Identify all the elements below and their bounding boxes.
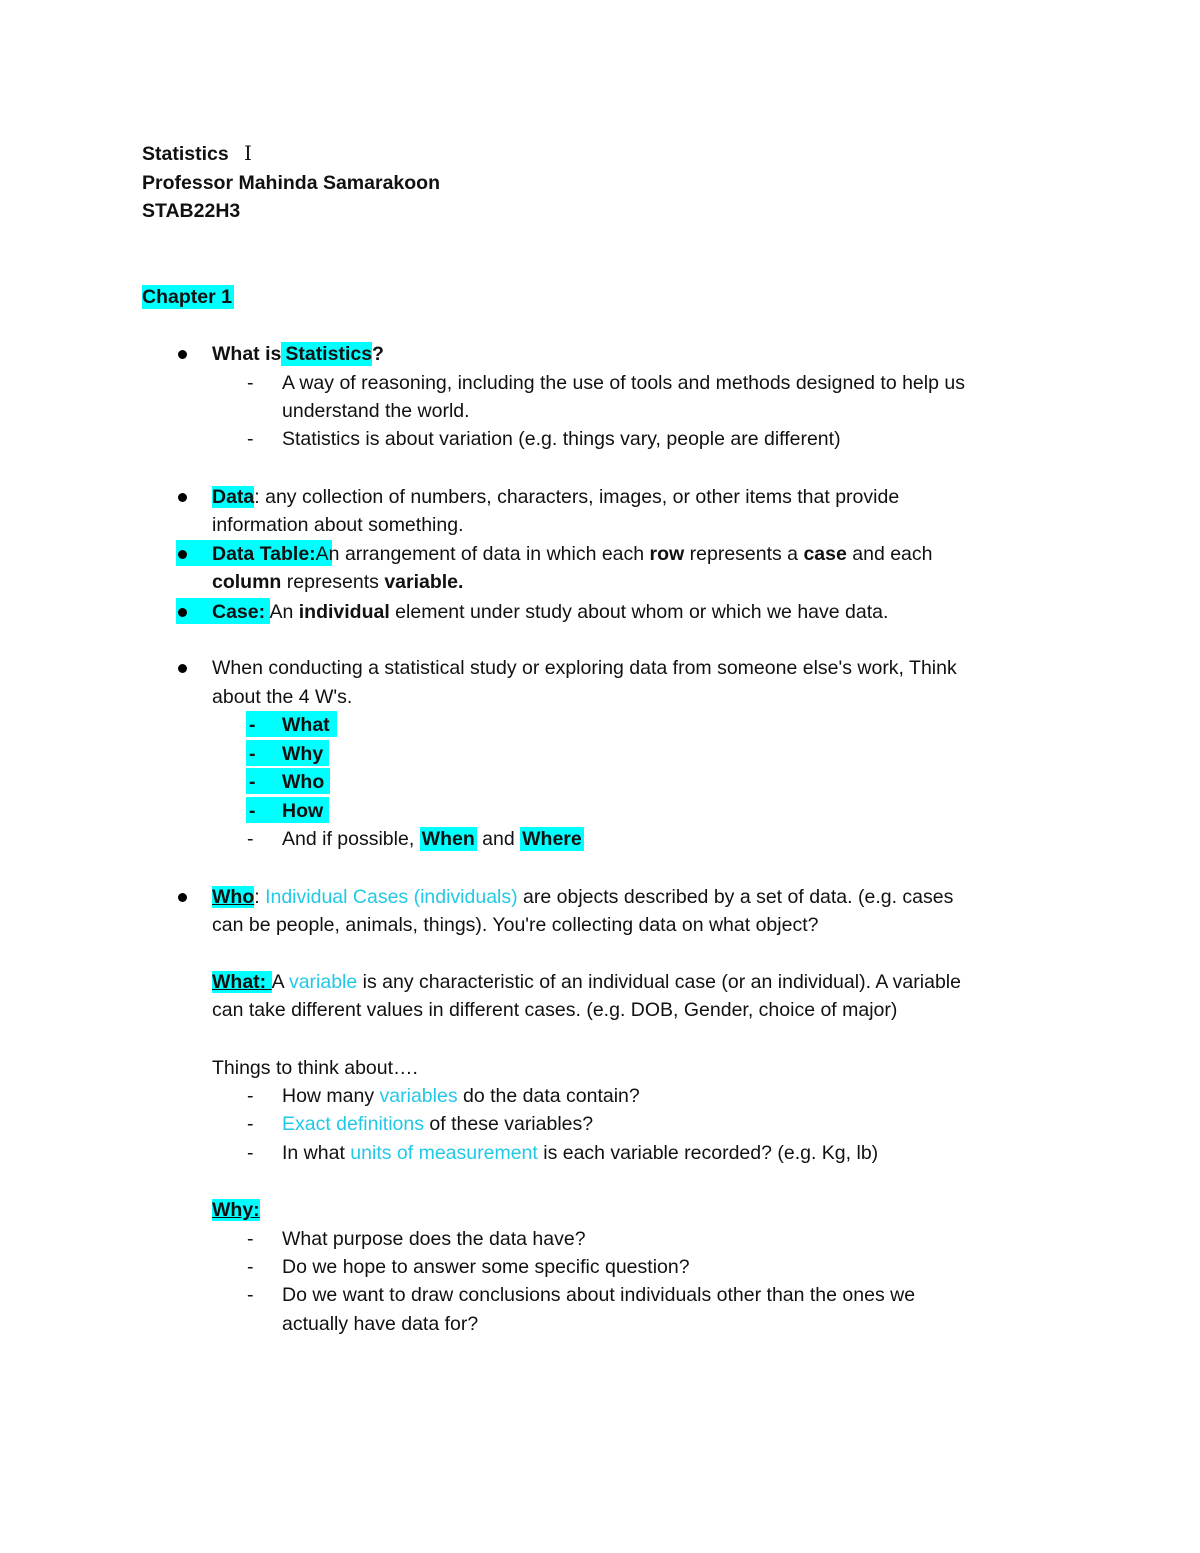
w-item-why: Why — [282, 743, 324, 765]
what-text-1: is any characteristic of an individual case (or an individual). A variable — [357, 971, 961, 993]
bullet-icon — [178, 664, 187, 673]
dash-marker: - — [247, 372, 254, 394]
what-term: What: — [212, 971, 272, 993]
bullet-icon — [178, 350, 187, 359]
individual-term: individual — [298, 601, 390, 623]
data-table-term: Data Table: — [212, 543, 316, 565]
case-term: case — [803, 543, 847, 565]
q1-cyan: variables — [379, 1085, 458, 1107]
dash-marker: - — [249, 800, 256, 822]
when-term: When — [421, 828, 475, 850]
course-title-text: Statistics — [142, 143, 229, 165]
bullet-icon — [178, 608, 187, 617]
w-item-what: What — [282, 714, 330, 736]
dash-marker: - — [247, 428, 254, 450]
w-item-how: How — [282, 800, 324, 822]
what-is-suffix: ? — [372, 343, 384, 365]
professor-name: Professor Mahinda Samarakoon — [142, 172, 441, 194]
bullet-icon — [178, 550, 187, 559]
bullet-icon — [178, 893, 187, 902]
course-code: STAB22H3 — [142, 200, 241, 222]
chapter-heading — [142, 285, 234, 309]
variable-term: variable. — [384, 571, 464, 593]
row-term: row — [649, 543, 685, 565]
course-title — [142, 142, 252, 166]
what-definition — [212, 970, 961, 994]
dash-marker: - — [247, 1085, 254, 1107]
dash-marker: - — [247, 1284, 254, 1306]
why-heading — [212, 1198, 260, 1222]
things-heading: Things to think about…. — [212, 1057, 418, 1079]
who-colon: : — [254, 886, 266, 908]
data-table-definition-cont — [212, 570, 463, 594]
dash-marker: - — [249, 771, 256, 793]
data-definition — [212, 485, 899, 509]
q2-text-b: of these variables? — [424, 1113, 594, 1135]
data-table-definition — [212, 542, 933, 566]
what-is-point-1: A way of reasoning, including the use of tools and methods designed to help us — [282, 372, 965, 394]
data-table-text-1: An arrangement of data in which each — [315, 543, 650, 565]
data-term: Data — [212, 486, 255, 508]
things-question-3 — [282, 1141, 878, 1165]
case-def-text-1: An — [265, 601, 299, 623]
what-is-point-1-cont: understand the world. — [282, 400, 470, 422]
dash-marker: - — [247, 1142, 254, 1164]
q3-text-b: is each variable recorded? (e.g. Kg, lb) — [537, 1142, 879, 1164]
things-question-2 — [282, 1112, 593, 1136]
q1-text-a: How many — [282, 1085, 380, 1107]
w-extra-prefix: And if possible, — [282, 828, 420, 850]
what-text-0: A — [271, 971, 289, 993]
dash-marker: - — [247, 1256, 254, 1278]
w-extra-and: and — [476, 828, 521, 850]
q3-cyan: units of measurement — [350, 1142, 538, 1164]
dash-marker: - — [249, 743, 256, 765]
why-term: Why: — [212, 1199, 260, 1221]
case-def-term: Case: — [212, 601, 266, 623]
data-definition-cont: information about something. — [212, 514, 464, 536]
w-item-who: Who — [282, 771, 325, 793]
w-item-extra — [282, 827, 584, 851]
why-point-3-cont: actually have data for? — [282, 1313, 479, 1335]
q3-text-a: In what — [282, 1142, 351, 1164]
four-ws-intro-cont: about the 4 W's. — [212, 686, 353, 708]
column-term: column — [212, 571, 282, 593]
dash-marker: - — [247, 1228, 254, 1250]
what-is-statistics — [212, 342, 384, 366]
individual-cases-term: Individual Cases (individuals) — [265, 886, 518, 908]
dash-marker: - — [249, 714, 256, 736]
what-is-prefix: What is — [212, 343, 282, 365]
what-is-point-2: Statistics is about variation (e.g. things vary, people are different) — [282, 428, 841, 450]
data-definition-text: : any collection of numbers, characters, images, or other items that provide — [254, 486, 900, 508]
who-definition-cont: can be people, animals, things). You're collecting data on what object? — [212, 914, 819, 936]
why-point-1: What purpose does the data have? — [282, 1228, 586, 1250]
where-term: Where — [522, 828, 582, 850]
case-def-text-2: element under study about whom or which we have data. — [389, 601, 889, 623]
who-term: Who — [212, 886, 255, 908]
case-definition — [212, 600, 888, 624]
dash-marker: - — [247, 1113, 254, 1135]
q2-cyan: Exact definitions — [282, 1113, 424, 1135]
things-question-1 — [282, 1084, 640, 1108]
why-point-2: Do we hope to answer some specific question? — [282, 1256, 690, 1278]
statistics-term: Statistics — [281, 342, 372, 366]
why-point-3: Do we want to draw conclusions about individuals other than the ones we — [282, 1284, 916, 1306]
four-ws-intro: When conducting a statistical study or exploring data from someone else's work, Think — [212, 657, 957, 679]
course-title-mark: I — [244, 142, 252, 165]
chapter-heading-text: Chapter 1 — [142, 286, 232, 308]
data-table-text-2: represents a — [684, 543, 804, 565]
dash-marker: - — [247, 828, 254, 850]
bullet-icon — [178, 493, 187, 502]
data-table-text-4: represents — [281, 571, 385, 593]
q1-text-b: do the data contain? — [457, 1085, 640, 1107]
who-text: are objects described by a set of data. (e.g. cases — [517, 886, 954, 908]
what-definition-cont: can take different values in different cases. (e.g. DOB, Gender, choice of major) — [212, 999, 898, 1021]
data-table-text-3: and each — [846, 543, 933, 565]
variable-cyan-term: variable — [288, 971, 358, 993]
who-definition — [212, 885, 953, 909]
